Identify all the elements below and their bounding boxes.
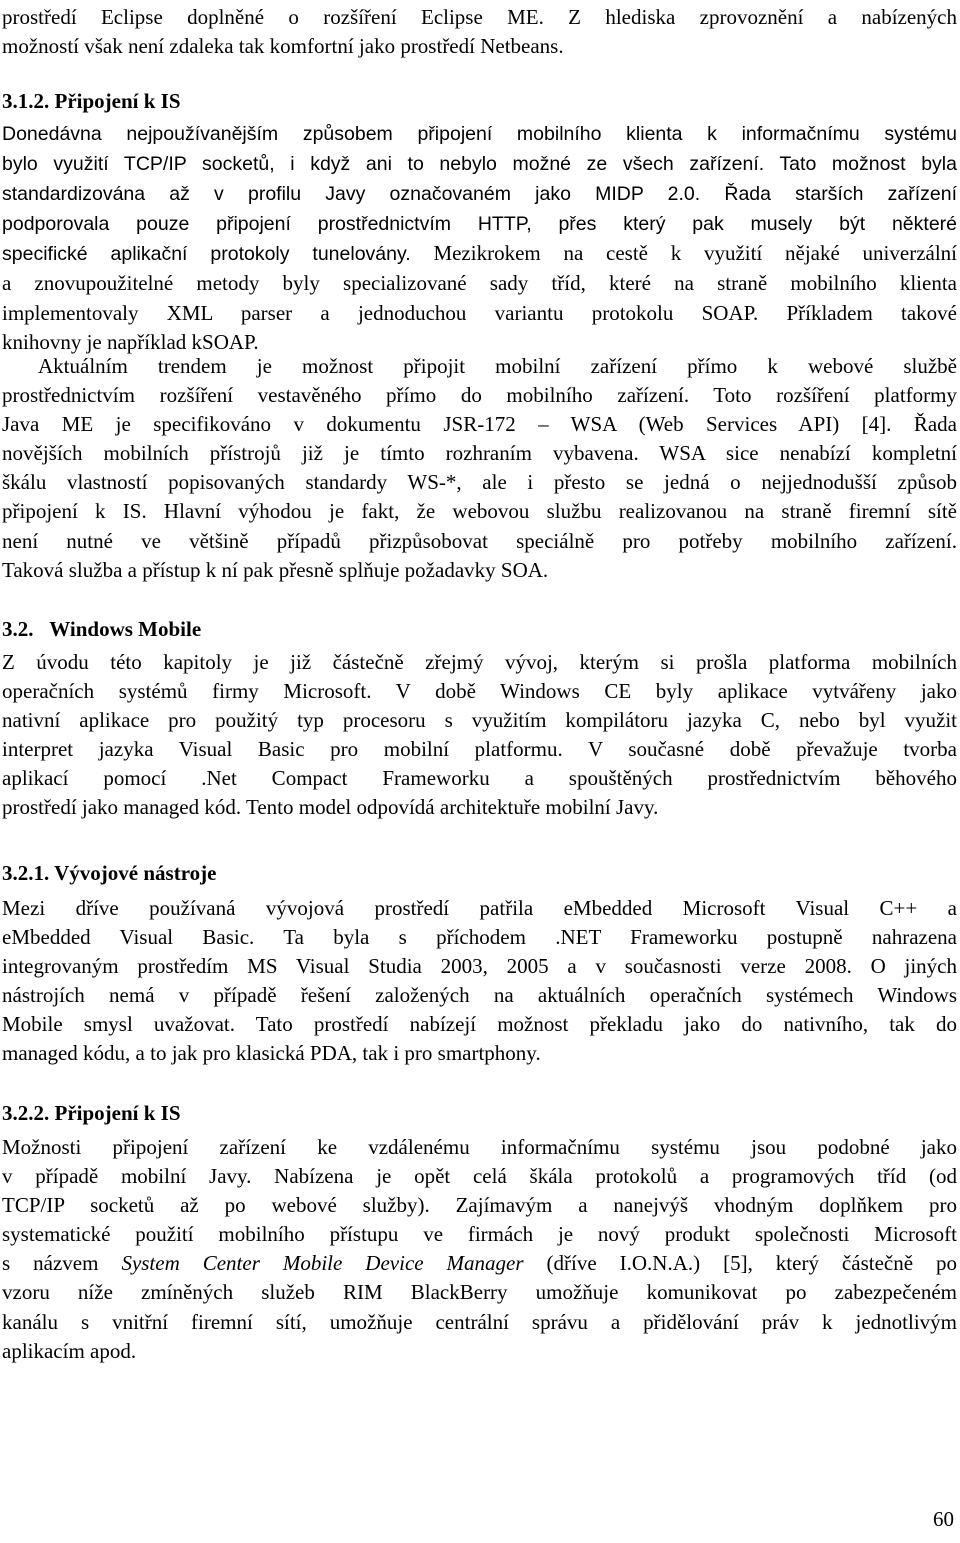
text-line: nativní aplikace pro použitý typ procesoru s využitím kompilátoru jazyka C, nebo byl využit [2,708,957,733]
text-line: Donedávna nejpoužívanějším způsobem připojení mobilního klienta k informačnímu systému [2,123,957,145]
text-line: specifické aplikační protokoly tunelovány. Mezikrokem na cestě k využití nějaké univerzální [2,241,958,266]
text-line: vzoru níže zmíněných služeb RIM BlackBerry umožňuje komunikovat po zabezpečeném [2,1280,957,1305]
text-line: Java ME je specifikováno v dokumentu JSR-172 – WSA (Web Services API) [4]. Řada [2,412,957,437]
paragraph-connection-methods [2,119,957,357]
paragraph-windows-mobile [2,648,957,823]
section-title: Připojení k IS [54,1101,181,1125]
section-number: 3.1.2. [2,89,50,113]
section-heading-3-2 [2,616,201,642]
text-line: v případě mobilní Javy. Nabízena je opět celá škála protokolů a programových tříd (od [2,1164,957,1189]
section-heading-3-2-1 [2,860,216,886]
text-line: managed kódu, a to jak pro klasická PDA, tak i pro smartphony. [2,1041,541,1066]
section-number: 3.2.1. [2,861,50,885]
text-line: systematické použití mobilního přístupu ve firmách je nový produkt společnosti Microsoft [2,1222,957,1247]
text-line: připojení k IS. Hlavní výhodou je fakt, že webovou službu realizovanou na straně firemní sítě [2,499,957,524]
text-line: Aktuálním trendem je možnost připojit mobilní zařízení přímo k webové službě [38,354,957,378]
text-line: Mezi dříve používaná vývojová prostředí patřila eMbedded Microsoft Visual C++ a [2,896,957,920]
text-line: podporovala pouze připojení prostřednictvím HTTP, přes který pak musely být některé [2,213,957,236]
text-line: implementovaly XML parser a jednoduchou variantu protokolu SOAP. Příkladem takové [2,300,957,325]
text-line: interpret jazyka Visual Basic pro mobilní platformu. V současné době převažuje tvorba [2,737,957,762]
text-line: aplikacím apod. [2,1338,137,1363]
text-line: nástrojích nemá v případě řešení založených na aktuálních operačních systémech Windows [2,983,957,1008]
intro-paragraph [2,3,957,61]
section-heading-3-2-2 [2,1100,181,1126]
text-line: Z úvodu této kapitoly je již částečně zřejmý vývoj, kterým si prošla platforma mobilních [2,650,957,674]
product-name: System Center Mobile Device Manager [121,1251,524,1276]
text-line: Mobile smysl uvažovat. Tato prostředí nabízejí možnost překladu jako do nativního, tak do [2,1012,957,1037]
text-line: TCP/IP socketů až po webové služby). Zajímavým a nanejvýš vhodným doplňkem pro [2,1193,957,1218]
text-line: bylo využití TCP/IP socketů, i když ani to nebylo možné ze všech zařízení. Tato možnost byla [2,153,957,176]
section-heading-3-1-2 [2,88,181,114]
section-title: Vývojové nástroje [54,861,217,885]
paragraph-is-connection [2,1133,957,1366]
section-title: Připojení k IS [54,89,181,113]
text-line: s názvem System Center Mobile Device Manager (dříve I.O.N.A.) [5], který částečně po [2,1251,958,1276]
page-number: 60 [933,1507,954,1531]
section-number: 3.2. [2,617,34,641]
paragraph-dev-tools [2,894,957,1069]
intro-line: prostředí Eclipse doplněné o rozšíření Eclipse ME. Z hlediska zprovoznění a nabízených [2,5,957,29]
text-line: eMbedded Visual Basic. Ta byla s příchodem .NET Frameworku postupně nahrazena [2,925,957,950]
text-line: prostřednictvím rozšíření vestavěného přímo do mobilního zařízení. Toto rozšíření platformy [2,383,957,408]
section-number: 3.2.2. [2,1101,50,1125]
text-line: operačních systémů firmy Microsoft. V době Windows CE byly aplikace vytvářeny jako [2,679,957,704]
text-line: standardizována až v profilu Javy označovaném jako MIDP 2.0. Řada starších zařízení [2,183,957,206]
intro-line: možností však není zdaleka tak komfortní jako prostředí Netbeans. [2,34,564,59]
text-line: aplikací pomocí .Net Compact Frameworku a spouštěných prostřednictvím běhového [2,766,957,791]
section-title: Windows Mobile [49,617,202,641]
text-line: kanálu s vnitřní firemní sítí, umožňuje centrální správu a přidělování práv k jednotlivým [2,1309,957,1334]
text-line: integrovaným prostředím MS Visual Studia 2003, 2005 a v současnosti verze 2008. O jiných [2,954,957,979]
text-line: Taková služba a přístup k ní pak přesně splňuje požadavky SOA. [2,557,549,582]
text-line: a znovupoužitelné metody byly specializované sady tříd, které na straně mobilního klienta [2,271,957,296]
text-line: Možnosti připojení zařízení ke vzdálenému informačnímu systému jsou podobné jako [2,1135,957,1159]
text-line: prostředí jako managed kód. Tento model odpovídá architektuře mobilní Javy. [2,795,659,820]
text-line: novějších mobilních přístrojů již je tímto rozhraním vybavena. WSA sice nenabízí kompletní [2,441,957,466]
text-line: není nutné ve většině případů přizpůsobovat speciálně pro potřeby mobilního zařízení. [2,528,957,553]
text-line: škálu vlastností popisovaných standardy WS-*, ale i přesto se jedná o nejjednodušší způsob [2,470,957,495]
paragraph-web-services [2,352,957,585]
text-line: knihovny je například kSOAP. [2,329,259,354]
